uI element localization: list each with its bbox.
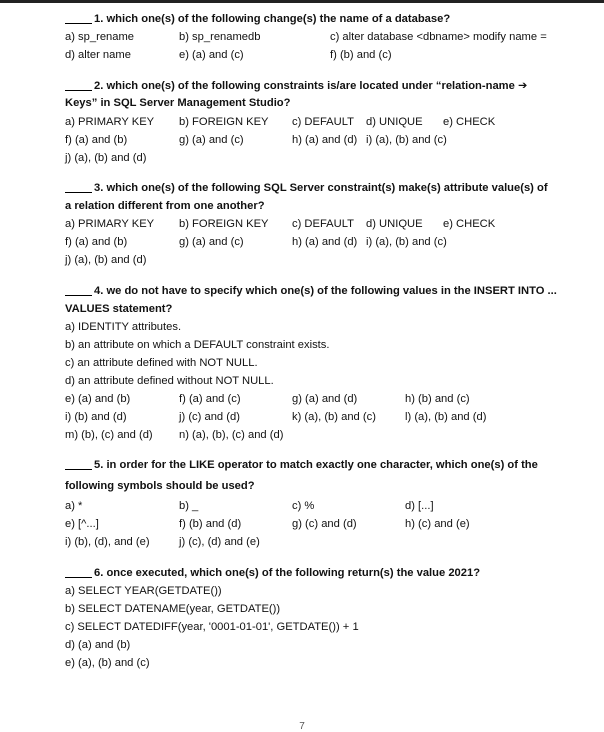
q5-option-i: i) (b), (d), and (e) <box>65 536 150 548</box>
q5-option-g: g) (c) and (d) <box>292 518 357 530</box>
q4-option-n: n) (a), (b), (c) and (d) <box>179 429 284 441</box>
q3-option-f: f) (a) and (b) <box>65 236 128 248</box>
q5-option-j: j) (c), (d) and (e) <box>179 536 260 548</box>
question-2: 2. which one(s) of the following constraints is/are located under “relation-name ➔ <box>65 79 527 93</box>
question-2-cont: Keys” in SQL Server Management Studio? <box>65 97 291 109</box>
q3-option-d: d) UNIQUE <box>366 218 423 230</box>
q4-statement-b: b) an attribute on which a DEFAULT constraint exists. <box>65 339 330 351</box>
q6-option-c: c) SELECT DATEDIFF(year, '0001-01-01', GETDATE()) + 1 <box>65 621 359 633</box>
q5-option-b: b) _ <box>179 500 199 512</box>
q2-option-g: g) (a) and (c) <box>179 134 244 146</box>
q3-option-e: e) CHECK <box>443 218 496 230</box>
q3-option-i: i) (a), (b) and (c) <box>366 236 447 248</box>
q1-option-c: c) alter database <dbname> modify name = <box>330 31 547 43</box>
page-number: 7 <box>299 721 305 732</box>
q2-option-h: h) (a) and (d) <box>292 134 358 146</box>
q2-option-e: e) CHECK <box>443 116 496 128</box>
q5-option-f: f) (b) and (d) <box>179 518 242 530</box>
q3-option-c: c) DEFAULT <box>292 218 354 230</box>
q6-option-b: b) SELECT DATENAME(year, GETDATE()) <box>65 603 281 615</box>
q6-option-e: e) (a), (b) and (c) <box>65 657 150 669</box>
q1-option-a: a) sp_rename <box>65 31 135 43</box>
q4-option-k: k) (a), (b) and (c) <box>292 411 376 423</box>
q2-option-b: b) FOREIGN KEY <box>179 116 269 128</box>
q1-option-b: b) sp_renamedb <box>179 31 261 43</box>
answer-blank[interactable] <box>65 284 92 296</box>
q4-option-f: f) (a) and (c) <box>179 393 241 405</box>
q3-option-b: b) FOREIGN KEY <box>179 218 269 230</box>
q3-option-h: h) (a) and (d) <box>292 236 358 248</box>
q4-statement-a: a) IDENTITY attributes. <box>65 321 182 333</box>
q2-option-a: a) PRIMARY KEY <box>65 116 155 128</box>
question-5-cont: following symbols should be used? <box>65 480 255 492</box>
q2-option-c: c) DEFAULT <box>292 116 354 128</box>
question-4: 4. we do not have to specify which one(s) of the following values in the INSERT INTO ... <box>65 284 557 298</box>
q4-statement-d: d) an attribute defined without NOT NULL. <box>65 375 274 387</box>
answer-blank[interactable] <box>65 181 92 193</box>
question-1: 1. which one(s) of the following change(s) the name of a database? <box>65 12 450 26</box>
q1-option-e: e) (a) and (c) <box>179 49 244 61</box>
q5-option-a: a) * <box>65 500 83 512</box>
q4-option-m: m) (b), (c) and (d) <box>65 429 153 441</box>
q4-option-l: l) (a), (b) and (d) <box>405 411 487 423</box>
q5-option-d: d) [...] <box>405 500 434 512</box>
q2-option-d: d) UNIQUE <box>366 116 423 128</box>
q2-option-f: f) (a) and (b) <box>65 134 128 146</box>
q6-option-d: d) (a) and (b) <box>65 639 131 651</box>
q3-option-a: a) PRIMARY KEY <box>65 218 155 230</box>
q5-option-e: e) [^...] <box>65 518 99 530</box>
answer-blank[interactable] <box>65 12 92 24</box>
q3-option-g: g) (a) and (c) <box>179 236 244 248</box>
q4-option-j: j) (c) and (d) <box>179 411 240 423</box>
q5-option-c: c) % <box>292 500 315 512</box>
answer-blank[interactable] <box>65 566 92 578</box>
q2-option-i: i) (a), (b) and (c) <box>366 134 447 146</box>
q4-option-g: g) (a) and (d) <box>292 393 358 405</box>
q4-option-e: e) (a) and (b) <box>65 393 131 405</box>
question-3-cont: a relation different from one another? <box>65 200 265 212</box>
q4-option-i: i) (b) and (d) <box>65 411 127 423</box>
answer-blank[interactable] <box>65 79 92 91</box>
question-6: 6. once executed, which one(s) of the following return(s) the value 2021? <box>65 566 480 580</box>
q1-option-d: d) alter name <box>65 49 131 61</box>
page-top-edge <box>0 0 604 3</box>
question-4-cont: VALUES statement? <box>65 303 173 315</box>
q4-option-h: h) (b) and (c) <box>405 393 470 405</box>
q3-option-j: j) (a), (b) and (d) <box>65 254 147 266</box>
answer-blank[interactable] <box>65 458 92 470</box>
q5-option-h: h) (c) and (e) <box>405 518 470 530</box>
q1-option-f: f) (b) and (c) <box>330 49 392 61</box>
question-5: 5. in order for the LIKE operator to match exactly one character, which one(s) of the <box>65 458 538 472</box>
q6-option-a: a) SELECT YEAR(GETDATE()) <box>65 585 222 597</box>
q4-statement-c: c) an attribute defined with NOT NULL. <box>65 357 258 369</box>
question-3: 3. which one(s) of the following SQL Server constraint(s) make(s) attribute value(s) of <box>65 181 548 195</box>
q2-option-j: j) (a), (b) and (d) <box>65 152 147 164</box>
